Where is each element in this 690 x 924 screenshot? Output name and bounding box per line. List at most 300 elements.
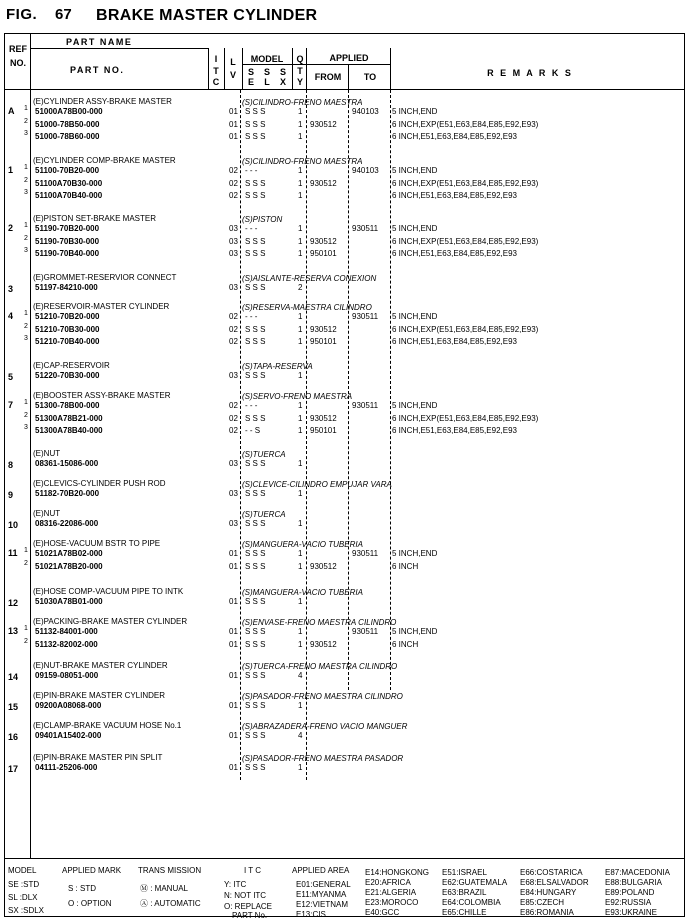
remarks: 6 INCH	[392, 561, 419, 571]
itc-code: 01	[229, 549, 238, 558]
remarks: 5 INCH,END	[392, 401, 438, 410]
ref-number: 12	[8, 598, 19, 608]
model-sx-header: S X	[279, 67, 286, 87]
legend-itc-item: PART No.	[232, 911, 268, 920]
qty-header-t: T	[297, 66, 303, 76]
spanish-name: (S)MANGUERA-VACIO TUBERIA	[242, 588, 363, 597]
applied-header: APPLIED	[329, 53, 369, 63]
itc-code: 03	[229, 371, 238, 380]
sub-index: 1	[24, 105, 28, 112]
legend-itc-item: O: REPLACE	[224, 902, 273, 911]
legend-area: E88:BULGARIA	[605, 878, 662, 887]
qty-header-q: Q	[296, 54, 304, 64]
itc-code: 03	[229, 519, 238, 528]
model-marks: S S S	[245, 561, 266, 571]
ref-number: 5	[8, 372, 14, 382]
applied-from: 950101	[310, 426, 337, 435]
itc-code: 01	[229, 701, 238, 710]
itc-code: 03	[229, 236, 238, 246]
remarks: 6 INCH,EXP(E51,E63,E84,E85,E92,E93)	[392, 324, 539, 334]
itc-code: 01	[229, 627, 238, 636]
qty-col-rule-top	[292, 48, 293, 90]
legend-trans-title: TRANS MISSION	[138, 866, 202, 875]
quantity: 1	[298, 413, 303, 423]
legend-mark-title: APPLIED MARK	[62, 866, 122, 875]
sub-index: 2	[24, 176, 28, 184]
quantity: 1	[298, 401, 303, 410]
legend-area: E01:GENERAL	[296, 880, 351, 889]
itc-code: 02	[229, 324, 238, 334]
partno-header: PART NO.	[70, 65, 125, 75]
part-name: (E)NUT	[33, 449, 61, 458]
ref-header: REF	[9, 44, 27, 54]
quantity: 1	[298, 337, 303, 346]
itc-code: 02	[229, 312, 238, 321]
legend-model-item: SL :DLX	[8, 893, 38, 902]
remarks: 6 INCH,EXP(E51,E63,E84,E85,E92,E93)	[392, 413, 539, 423]
remarks: 6 INCH,E51,E63,E84,E85,E92,E93	[392, 249, 517, 258]
itc-code: 03	[229, 249, 238, 258]
ref-number: 3	[8, 284, 14, 294]
spanish-name: (S)TUERCA	[242, 510, 286, 519]
model-marks: S S S	[245, 671, 266, 680]
sub-index: 1	[24, 625, 28, 632]
spanish-name: (S)ENVASE-FRENO MAESTRA CILINDRO	[242, 618, 397, 627]
legend-model-title: MODEL	[8, 866, 37, 875]
applied-from: 930512	[310, 119, 337, 129]
sub-index: 3	[24, 130, 28, 137]
model-marks: S S S	[245, 236, 266, 246]
legend-area: E12:VIETNAM	[296, 900, 349, 909]
sub-index: 1	[24, 310, 28, 317]
to-col-dashed	[348, 90, 349, 690]
quantity: 1	[298, 627, 303, 636]
itc-code: 02	[229, 166, 238, 175]
applied-from: 930512	[310, 236, 337, 246]
itc-header-c: C	[212, 77, 220, 87]
ref-number: 1	[8, 165, 14, 175]
model-col-rule-top	[242, 48, 243, 90]
spanish-name: (S)PISTON	[242, 215, 283, 224]
itc-code: 01	[229, 119, 238, 129]
remarks: 5 INCH,END	[392, 224, 438, 233]
part-name: (E)CLEVICS-CYLINDER PUSH ROD	[33, 479, 166, 488]
legend-area: E63:BRAZIL	[442, 888, 487, 897]
itc-code: 01	[229, 671, 238, 680]
spanish-name: (S)AISLANTE-RESERVA CONEXION	[242, 274, 377, 283]
quantity: 1	[298, 489, 303, 498]
legend-area: E66:COSTARICA	[520, 868, 583, 877]
quantity: 1	[298, 249, 303, 258]
model-marks: S S S	[245, 178, 266, 188]
model-marks: S S S	[245, 701, 266, 710]
quantity: 1	[298, 132, 303, 141]
itc-header-i: I	[214, 54, 218, 64]
header-bottom-rule	[4, 89, 685, 90]
model-marks: S S S	[245, 283, 266, 292]
legend-area: E21:ALGERIA	[365, 888, 417, 897]
remarks-col-dashed	[390, 90, 391, 690]
part-number: 51210-70B40-000	[35, 337, 100, 346]
quantity: 1	[298, 763, 303, 772]
part-number: 51300A78B40-000	[35, 426, 103, 435]
spanish-name: (S)TAPA-RESERVA	[242, 362, 313, 371]
remarks: 5 INCH,END	[392, 166, 438, 175]
part-number: 51190-70B30-000	[35, 236, 100, 246]
spanish-name: (S)PASADOR-FRENO MAESTRA CILINDRO	[242, 692, 403, 701]
remarks-col-rule-top	[390, 48, 391, 90]
ref-number: 8	[8, 460, 14, 470]
itc-code: 02	[229, 426, 238, 435]
itc-code: 02	[229, 413, 238, 423]
sub-index: 2	[24, 559, 28, 567]
part-name: (E)PIN-BRAKE MASTER PIN SPLIT	[33, 753, 163, 762]
model-marks: S S S	[245, 371, 266, 380]
legend-area: E20:AFRICA	[365, 878, 411, 887]
legend-model-item: SX :SDLX	[8, 906, 45, 915]
legend-area: E51:ISRAEL	[442, 868, 487, 877]
model-marks: S S S	[245, 763, 266, 772]
legend-trans-item: Ⓐ : AUTOMATIC	[140, 899, 201, 908]
part-name: (E)CYLINDER ASSY-BRAKE MASTER	[33, 97, 172, 106]
sub-index: 2	[24, 411, 28, 419]
model-sl-header: S L	[263, 67, 270, 87]
itc-code: 03	[229, 224, 238, 233]
model-marks: - - -	[245, 166, 258, 175]
itc-code: 03	[229, 489, 238, 498]
model-marks: S S S	[245, 337, 266, 346]
model-marks: S S S	[245, 119, 266, 129]
quantity: 4	[298, 731, 303, 740]
part-number: 51190-70B40-000	[35, 249, 100, 258]
applied-col-rule-top	[306, 48, 307, 90]
itc-code: 02	[229, 191, 238, 200]
quantity: 1	[298, 224, 303, 233]
spanish-name: (S)CLEVICE-CILINDRO EMPUJAR VARA	[242, 480, 392, 489]
part-number: 51300-78B00-000	[35, 401, 100, 410]
sub-index: 3	[24, 189, 28, 196]
from-col-rule-top	[348, 64, 349, 90]
quantity: 1	[298, 107, 303, 116]
itc-code: 02	[229, 401, 238, 410]
ref-number: 11	[8, 548, 18, 558]
no-header: NO.	[9, 58, 26, 68]
legend-trans-item: Ⓜ : MANUAL	[140, 884, 189, 893]
lv-col-rule-top	[224, 48, 225, 90]
sub-index: 1	[24, 164, 28, 171]
part-number: 51197-84210-000	[35, 283, 98, 292]
quantity: 1	[298, 519, 303, 528]
quantity: 1	[298, 312, 303, 321]
applied-from: 930512	[310, 639, 337, 649]
legend-area: E65:CHILLE	[442, 908, 487, 917]
legend-itc-item: N: NOT ITC	[224, 891, 267, 900]
part-number: 09401A15402-000	[35, 731, 102, 740]
part-number: 51100A70B30-000	[35, 178, 103, 188]
applied-from: 930512	[310, 324, 337, 334]
spanish-name: (S)CILINDRO-FRENO MAESTRA	[242, 157, 363, 166]
model-marks: S S S	[245, 639, 266, 649]
legend-area: E89:POLAND	[605, 888, 655, 897]
part-name: (E)NUT	[33, 509, 61, 518]
remarks: 6 INCH,EXP(E51,E63,E84,E85,E92,E93)	[392, 178, 539, 188]
part-name: (E)RESERVOIR-MASTER CYLINDER	[33, 302, 170, 311]
part-number: 51210-70B20-000	[35, 312, 100, 321]
part-name: (E)PIN-BRAKE MASTER CYLINDER	[33, 691, 166, 700]
legend-area: E86:ROMANIA	[520, 908, 574, 917]
itc-code: 03	[229, 283, 238, 292]
ref-number: 2	[8, 223, 14, 233]
quantity: 1	[298, 639, 303, 649]
itc-code: 01	[229, 561, 238, 571]
to-header: TO	[363, 72, 377, 82]
spanish-name: (S)RESERVA-MAESTRA CILINDRO	[242, 303, 372, 312]
applied-from: 950101	[310, 337, 337, 346]
part-number: 51210-70B30-000	[35, 324, 100, 334]
sub-index: 2	[24, 234, 28, 242]
model-marks: S S S	[245, 413, 266, 423]
sub-index: 2	[24, 637, 28, 645]
spanish-name: (S)ABRAZADERA-FRENO VACIO MANGUER	[242, 722, 408, 731]
legend-area: E64:COLOMBIA	[442, 898, 501, 907]
legend-area: E11:MYANMA	[296, 890, 347, 899]
part-name: (E)CAP-RESERVOIR	[33, 361, 110, 370]
ref-number: A	[8, 106, 15, 116]
footer-top-rule	[4, 858, 685, 859]
quantity: 1	[298, 459, 303, 468]
spanish-name: (S)TUERCA-FRENO MAESTRA CILINDRO	[242, 662, 398, 671]
legend-area: E68:ELSALVADOR	[520, 878, 589, 887]
part-name: (E)BOOSTER ASSY-BRAKE MASTER	[33, 391, 171, 400]
legend-itc-item: Y: ITC	[224, 880, 247, 889]
quantity: 1	[298, 166, 303, 175]
quantity: 2	[298, 283, 303, 292]
part-number: 51132-84001-000	[35, 627, 98, 636]
ref-number: 15	[8, 702, 19, 712]
legend-area: E85:CZECH	[520, 898, 565, 907]
applied-to: 930511	[352, 312, 379, 321]
remarks: 5 INCH,END	[392, 312, 438, 321]
applied-to: 930511	[352, 401, 379, 410]
remarks: 5 INCH,END	[392, 627, 438, 636]
sub-index: 1	[24, 547, 28, 554]
remarks: 6 INCH,E51,E63,E84,E85,E92,E93	[392, 426, 517, 435]
spanish-name: (S)PASADOR-FRENO MAESTRA PASADOR	[242, 754, 404, 763]
legend-model-item: SE :STD	[8, 880, 40, 889]
itc-code: 01	[229, 731, 238, 740]
applied-from: 930512	[310, 178, 337, 188]
part-name: (E)PACKING-BRAKE MASTER CYLINDER	[33, 617, 188, 626]
sub-index: 3	[24, 247, 28, 254]
quantity: 1	[298, 119, 303, 129]
sub-index: 1	[24, 222, 28, 229]
model-marks: S S S	[245, 549, 266, 558]
legend-itc-title: I T C	[244, 866, 262, 875]
part-name: (E)PISTON SET-BRAKE MASTER	[33, 214, 156, 223]
model-header: MODEL	[250, 54, 284, 64]
part-number: 08361-15086-000	[35, 459, 99, 468]
legend-area: E23:MOROCO	[365, 898, 419, 907]
remarks: 6 INCH,EXP(E51,E63,E84,E85,E92,E93)	[392, 119, 539, 129]
model-se-header: S E	[247, 67, 254, 87]
ref-number: 7	[8, 400, 14, 410]
legend-mark-item: S : STD	[68, 884, 97, 893]
part-number: 51100-70B20-000	[35, 166, 100, 175]
model-rule	[242, 64, 306, 65]
model-marks: S S S	[245, 489, 266, 498]
applied-to: 930511	[352, 549, 379, 558]
applied-from: 950101	[310, 249, 337, 258]
part-number: 51000-78B50-000	[35, 119, 100, 129]
remarks: 6 INCH,E51,E63,E84,E85,E92,E93	[392, 191, 517, 200]
applied-to: 940103	[352, 107, 379, 116]
itc-code: 02	[229, 337, 238, 346]
model-marks: S S S	[245, 519, 266, 528]
remarks-header: R E M A R K S	[487, 68, 573, 78]
itc-code: 02	[229, 178, 238, 188]
model-marks: S S S	[245, 107, 266, 116]
ref-col-rule	[30, 33, 31, 858]
part-number: 09200A08068-000	[35, 701, 102, 710]
ref-number: 4	[8, 311, 14, 321]
figure-label: FIG.	[6, 6, 38, 23]
legend-area: E14:HONGKONG	[365, 868, 430, 877]
legend-area: E40:GCC	[365, 908, 400, 917]
quantity: 1	[298, 426, 303, 435]
part-name: (E)HOSE COMP-VACUUM PIPE TO INTK	[33, 587, 184, 596]
model-marks: S S S	[245, 249, 266, 258]
ref-number: 10	[8, 520, 19, 530]
quantity: 1	[298, 371, 303, 380]
part-name: (E)CYLINDER COMP-BRAKE MASTER	[33, 156, 176, 165]
sub-index: 3	[24, 335, 28, 342]
model-marks: - - -	[245, 401, 258, 410]
model-marks: S S S	[245, 731, 266, 740]
part-name: (E)GROMMET-RESERVIOR CONNECT	[33, 273, 177, 282]
part-number: 51300A78B21-000	[35, 413, 103, 423]
remarks: 6 INCH	[392, 639, 419, 649]
part-number: 51030A78B01-000	[35, 597, 103, 606]
quantity: 1	[298, 178, 303, 188]
part-number: 51132-82002-000	[35, 639, 98, 649]
ref-number: 13	[8, 626, 19, 636]
itc-code: 01	[229, 132, 238, 141]
ref-number: 9	[8, 490, 14, 500]
itc-header-t: T	[213, 66, 219, 76]
figure-number: 67	[55, 6, 72, 23]
model-marks: - - -	[245, 312, 258, 321]
spanish-name: (S)CILINDRO-FRENO MAESTRA	[242, 98, 363, 107]
part-number: 51190-70B20-000	[35, 224, 100, 233]
itc-code: 01	[229, 763, 238, 772]
quantity: 4	[298, 671, 303, 680]
model-marks: - - S	[245, 426, 261, 435]
quantity: 1	[298, 561, 303, 571]
applied-to: 930511	[352, 627, 379, 636]
quantity: 1	[298, 191, 303, 200]
part-number: 51182-70B20-000	[35, 489, 100, 498]
itc-code: 03	[229, 459, 238, 468]
legend-mark-item: O : OPTION	[68, 899, 112, 908]
lv-header-v: V	[229, 70, 236, 80]
quantity: 1	[298, 324, 303, 334]
model-marks: - - -	[245, 224, 258, 233]
model-marks: S S S	[245, 627, 266, 636]
legend-area: E87:MACEDONIA	[605, 868, 670, 877]
remarks: 6 INCH,EXP(E51,E63,E84,E85,E92,E93)	[392, 236, 539, 246]
remarks: 6 INCH,E51,E63,E84,E85,E92,E93	[392, 337, 517, 346]
partname-header: PART NAME	[66, 37, 133, 47]
model-col-dashed	[240, 90, 241, 780]
applied-col-dashed	[306, 90, 307, 780]
ref-number: 17	[8, 764, 19, 774]
remarks: 5 INCH,END	[392, 107, 438, 116]
legend-area: E84:HUNGARY	[520, 888, 577, 897]
sub-index: 3	[24, 424, 28, 431]
part-number: 51021A78B20-000	[35, 561, 103, 571]
spanish-name: (S)TUERCA	[242, 450, 286, 459]
ref-number: 16	[8, 732, 19, 742]
itc-code: 01	[229, 107, 238, 116]
page-title: BRAKE MASTER CYLINDER	[96, 7, 318, 24]
itc-code: 01	[229, 639, 238, 649]
part-number: 51000-78B60-000	[35, 132, 100, 141]
qty-header-y: Y	[296, 77, 303, 87]
applied-to: 940103	[352, 166, 379, 175]
part-number: 51220-70B30-000	[35, 371, 100, 380]
legend-area: E93:UKRAINE	[605, 908, 658, 917]
quantity: 1	[298, 549, 303, 558]
applied-from: 930512	[310, 561, 337, 571]
model-marks: S S S	[245, 132, 266, 141]
applied-from: 930512	[310, 413, 337, 423]
quantity: 1	[298, 701, 303, 710]
sub-index: 2	[24, 117, 28, 125]
applied-to: 930511	[352, 224, 379, 233]
model-marks: S S S	[245, 459, 266, 468]
spanish-name: (S)MANGUERA-VACIO TUBERIA	[242, 540, 363, 549]
part-name: (E)NUT-BRAKE MASTER CYLINDER	[33, 661, 168, 670]
legend-area: E13:CIS	[296, 910, 326, 919]
remarks: 6 INCH,E51,E63,E84,E85,E92,E93	[392, 132, 517, 141]
model-marks: S S S	[245, 191, 266, 200]
part-number: 51100A70B40-000	[35, 191, 103, 200]
part-name: (E)CLAMP-BRAKE VACUUM HOSE No.1	[33, 721, 182, 730]
sub-index: 2	[24, 322, 28, 330]
itc-code: 01	[229, 597, 238, 606]
itc-col-rule-top	[208, 48, 209, 90]
partname-rule	[31, 48, 208, 49]
part-number: 51000A78B00-000	[35, 107, 103, 116]
spanish-name: (S)SERVO-FRENO MAESTRA	[242, 392, 353, 401]
legend-area: E92:RUSSIA	[605, 898, 652, 907]
from-header: FROM	[314, 72, 342, 82]
part-number: 51021A78B02-000	[35, 549, 103, 558]
quantity: 1	[298, 236, 303, 246]
model-marks: S S S	[245, 324, 266, 334]
quantity: 1	[298, 597, 303, 606]
lv-header-l: L	[230, 57, 236, 67]
remarks: 5 INCH,END	[392, 549, 438, 558]
model-marks: S S S	[245, 597, 266, 606]
sub-index: 1	[24, 399, 28, 406]
part-number: 04111-25206-000	[35, 763, 98, 772]
part-number: 08316-22086-000	[35, 519, 99, 528]
part-name: (E)HOSE-VACUUM BSTR TO PIPE	[33, 539, 161, 548]
part-number: 09159-08051-000	[35, 671, 99, 680]
legend-area: E62:GUATEMALA	[442, 878, 508, 887]
legend-area-title: APPLIED AREA	[292, 866, 350, 875]
